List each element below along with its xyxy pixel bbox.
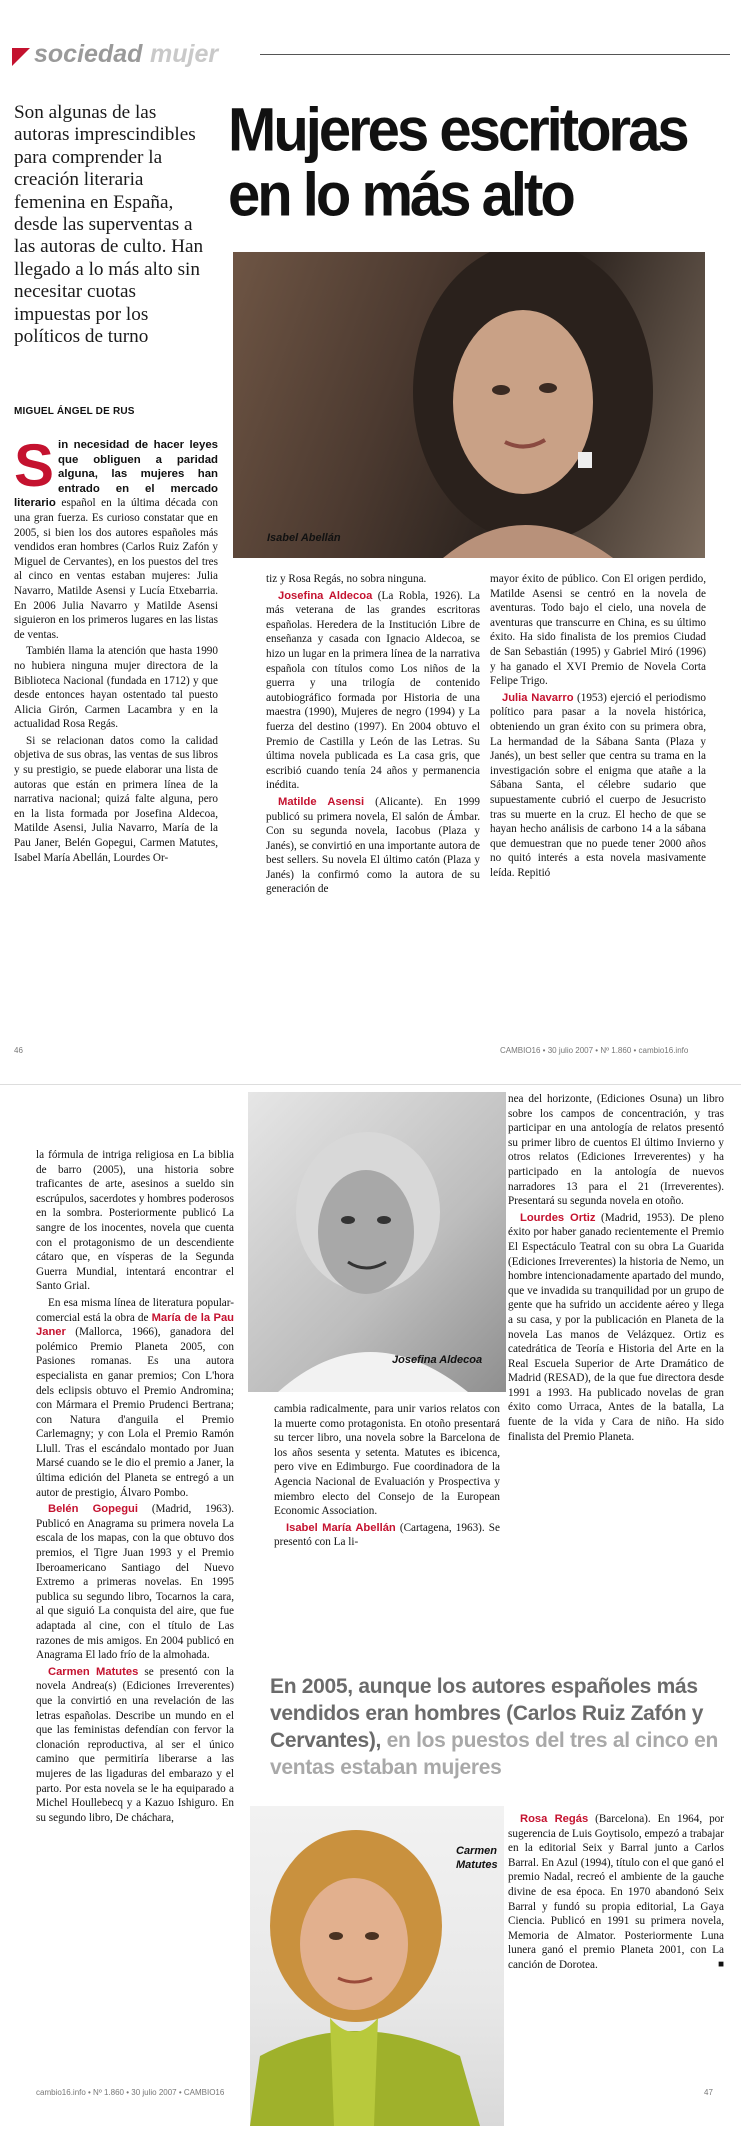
name-asensi: Matilde Asensi [278, 795, 365, 808]
name-ortiz: Lourdes Ortiz [520, 1211, 596, 1224]
paragraph-janer [36, 1296, 234, 1500]
section-marker-icon [12, 48, 30, 66]
portrait-illustration [233, 252, 705, 558]
pull-quote-part-2: en los puestos del tres al cinco en ventas estaban mujeres [270, 1729, 719, 1779]
paragraph-c2-top: tiz y Rosa Regás, no sobra ninguna. [266, 573, 427, 585]
paragraph-ortiz [508, 1211, 724, 1445]
paragraph-navarro [490, 691, 706, 881]
section-label: sociedad [34, 40, 143, 68]
text-asensi: (Alicante). En 1999 publicó su primera novela, El salón de Ámbar. Con su segunda novela, Iacobus (Plaza y Janés), se convirtió en una importante autora de best sellers. Su novela El último catón (Plaza y Janés) la confirmó como la autora de su generación de [266, 795, 480, 896]
photo-josefina-aldecoa [248, 1092, 506, 1392]
pull-quote [270, 1673, 724, 1781]
text-navarro: (1953) ejerció el periodismo político para pasar a la novela histórica, obteniendo un gran éxito con su primera obra, La hermandad de la Sábana Santa (Plaza y Janés), un best seller que centra su trama en la investigación sobre el enigma que atañe a la Sábana Santa, el célebre sudario que supuestamente cubrió el cuerpo de Jesucristo tras su muerte en la cruz. El hecho de que se hayan hecho análisis de carbono 14 a la sábana que demuestran que no puede tener 2000 años no quitó interés a esta novela masivamente leída. Repitió [490, 691, 707, 879]
article-title [228, 95, 728, 230]
text-matutes: se presentó con la novela Andrea(s) (Ediciones Irreverentes) que la convirtió en una revelación de las letras españolas. Describe un mundo en el que las feministas defendían con fervor la clonación reproductiva, al ser el único camino que permitiría liberarse a las mujeres de las ligaduras del embarazo y el parto. Por esta novela se le ha equiparado a Michel Houllebecq y a Kazuo Ishiguro. En su segundo libro, De cháchara, [36, 1665, 234, 1824]
lead-rest: español en la última década con una gran fuerza. Es curioso constatar que en 2005, si bien los dos autores españoles más vendidos eran hombres (Carlos Ruiz Zafón y Miguel de Cervantes), en los puestos del tres al cinco en ventas estaban mujeres: Julia Navarro, Matilde Asensi y Lucía Etxebarria. En 2006 Julia Navarro y Matilde Asensi siguieron en los primeros lugares en las listas de ventas. [14, 497, 218, 641]
paragraph-p2-c1-top: la fórmula de intriga religiosa en La biblia de barro (2005), una historia sobre traficantes de arte, asesinos a sueldo sin escrúpulos, sacerdotes y hombres poderosos en la sombra. Posteriormente publicó La sangre de los inocentes, novela que cuenta con el protagonismo de un descendiente cátaro que, en vísperas de la Segunda Guerra Mundial, intentará encontrar el Santo Grial. [36, 1149, 234, 1293]
article-column-2 [266, 572, 480, 899]
page-46-number: 46 [14, 1046, 23, 1055]
subsection-label: mujer [150, 40, 219, 68]
article-column-7 [508, 1812, 724, 1975]
text-ortiz: (Madrid, 1953). De pleno éxito por haber ganado recientemente el Premio El Espectáculo Teatral con su obra La Guarida (Ediciones Irreverentes) la historia de Nemo, un hombre intencionadamente apartado del mundo, que ve invadida su tranquilidad por un grupo de gente que ha sufrido un accidente aéreo y llega a su casa, y por la publicación en Planeta de la novela Las manos de Velázquez. Ortiz es catedrática de Teoría e Historia del Arte en la Real Escuela Superior de Arte Dramático de Madrid (RESAD), de la que fue directora desde 1991 a 1993. Ha publicado novelas de gran éxito como Urraca, Antes de la batalla, La fuente de la vida y Cara de niño. Ha sido finalista del Premio Planeta. [508, 1211, 724, 1443]
end-mark: ■ [717, 1958, 724, 1970]
title-line-2: en lo más alto [228, 161, 573, 230]
dropcap: S [14, 432, 55, 499]
title-line-1: Mujeres escritoras [228, 95, 687, 165]
photo-carmen-matutes [250, 1806, 504, 2126]
text-gopegui: (Madrid, 1963). Publicó en Anagrama su primera novela La escala de los mapas, con la que obtuvo dos premios, el Tigre Juan 1993 y el Premio Iberoamericano Santiago del Nuevo Extremo a primeras novelas. En 1995 publica su segundo libro, Tocarnos la cara, al que siguió La conquista del aire, que fue adaptada al cine, con el título de Las razones de mis amigos. En 2004 publicó en Anagrama El lado frío de la almohada. [36, 1503, 234, 1662]
page-divider [0, 1084, 741, 1085]
caption-isabel-abellan: Isabel Abellán [267, 532, 341, 544]
paragraph-2: También llama la atención que hasta 1990 no hubiera ninguna mujer directora de la Biblioteca Nacional (fundada en 1712) y que desde entonces hayan ostentado tal puesto Alicia Girón, Carmen Lacambra y en la actualidad Rosa Regás. [14, 645, 218, 731]
portrait-illustration [248, 1092, 506, 1392]
article-column-3 [490, 572, 706, 882]
name-abellan: Isabel María Abellán [286, 1521, 396, 1534]
paragraph-p2-c3-top: nea del horizonte, (Ediciones Osuna) un libro sobre los campos de concentración, y tras participar en una antología de relatos presentó su primer libro de cuentos El último Invierno y otros relatos (Ediciones Irreverentes) y ha participado en la antología de nuevos narradores 13 para el 21 (Irreverentes). Presentará su segunda novela en otoño. [508, 1093, 724, 1208]
text-regas: (Barcelona). En 1964, por sugerencia de Luis Goytisolo, empezó a trabajar en la editorial Seix y Barral junto a Carlos Barral. En Azul (1994), título con el que ganó el premio Nadal, recreó el ambiente de la gauche divine de esa época. En 1970 abandonó Seix Barral y fundó su propia editorial, La Gaya Ciencia. Publicó en 1991 su primera novela, Memoria de Almator. Posteriormente Luna lunera ganó el premio Planeta 2001, con La canción de Dorotea. [508, 1813, 725, 1971]
page-47-info: cambio16.info • Nº 1.860 • 30 julio 2007 • CAMBIO16 [36, 2088, 225, 2097]
article-column-1 [14, 432, 218, 867]
caption-matutes-line-1: Carmen [456, 1845, 497, 1857]
caption-carmen-matutes [456, 1844, 498, 1872]
lead-bold: in necesidad de hacer leyes que obliguen a paridad alguna, las mujeres han entrado en el mercado literario [14, 439, 218, 510]
section-header [12, 40, 732, 72]
paragraph-c3-top: mayor éxito de público. Con El origen perdido, Matilde Asensi se centró en la novela de aventuras. Todo bajo el cielo, una novela de aventuras que transcurre en China, es su último éxito. Ha sido finalista de los premios Ciudad de San Sebastián (1995) y Gabriel Miró (1996) y ha ganado el XVI Premio de Novela Corta Felipe Trigo. [490, 573, 706, 688]
paragraph-abellan [274, 1521, 500, 1550]
header-rule [260, 54, 730, 55]
text-janer: (Mallorca, 1966), ganadora del polémico Premio Planeta 2005, con Pasiones romanas. Es una autora especialista en ganar premios; Con L'hora dels eclipsis obtuvo el Premio Andromina; con Mármara el Premio Prudenci Bertrana; con Natura d'anguila el Premio Carlemagny; y con Lola el Premio Ramón Llull. Tras el escándalo montado por Juan Marsé cuando se le dio el premio a Janer, la última edición del Planeta se entregó a un autor de prestigio, Álvaro Pombo. [36, 1326, 234, 1499]
paragraph-asensi [266, 795, 480, 897]
article-column-5 [274, 1402, 500, 1552]
article-column-6 [508, 1092, 724, 1446]
text-janer-intro: En esa misma línea de literatura popular-comercial está la obra de [36, 1296, 234, 1324]
paragraph-matutes [36, 1665, 234, 1826]
name-matutes: Carmen Matutes [48, 1665, 139, 1678]
article-column-4 [36, 1148, 234, 1827]
name-regas: Rosa Regás [520, 1813, 589, 1825]
caption-matutes-line-2: Matutes [456, 1859, 498, 1871]
paragraph-p2-c2-mid: cambia radicalmente, para unir varios relatos con la muerte como protagonista. En otoño presentará su tercer libro, una novela sobre la Barcelona de los años sesenta y setenta. Matutes es ibicenca, pero vive en Edimburgo. Fue coordinadora de la Agencia Nacional de Evaluación y Prospectiva y miembro electo del Consejo de la European Economic Association. [274, 1403, 500, 1518]
name-aldecoa: Josefina Aldecoa [278, 589, 373, 602]
paragraph-regas [508, 1812, 724, 1973]
text-aldecoa: (La Robla, 1926). La más veterana de las grandes escritoras españolas. Heredera de la Institución Libre de enseñanza y casada con Ignacio Aldecoa, se hizo un lugar en la primera línea de la narrativa española con títulos como Los niños de la guerra y una trilogía de contenido autobiográfico formada por Historia de una maestra (1990), Mujeres de negro (1994) y La fuerza del destino (1997). En 2004 obtuvo el Premio de Castilla y León de las Letras. Su última novela publicada es La casa gris, que escribió cuando tenía 24 años y permanencia inédita. [266, 589, 480, 792]
name-janer: María de la Pau Janer [36, 1311, 234, 1339]
lead-paragraph [14, 432, 218, 642]
page-46-info: CAMBIO16 • 30 julio 2007 • Nº 1.860 • cambio16.info [500, 1046, 689, 1055]
paragraph-3: Si se relacionan datos como la calidad objetiva de sus obras, las ventas de sus libros y su prestigio, se puede elaborar una lista de autoras que están en primera línea de la narrativa nacional; quizá falte alguna, pero en la lista formada por Josefina Aldecoa, Matilde Asensi, Julia Navarro, María de la Pau Janer, Belén Gopegui, Carmen Matutes, Isabel María Abellán, Lourdes Or- [14, 734, 218, 864]
paragraph-aldecoa [266, 589, 480, 793]
photo-isabel-abellan [233, 252, 705, 558]
name-gopegui: Belén Gopegui [48, 1503, 138, 1516]
byline: MIGUEL ÁNGEL DE RUS [14, 406, 135, 417]
page-47-number: 47 [704, 2088, 713, 2097]
text-abellan: (Cartagena, 1963). Se presentó con La li- [274, 1521, 500, 1549]
paragraph-gopegui [36, 1502, 234, 1663]
pull-quote-part-1: En 2005, aunque los autores españoles más vendidos eran hombres (Carlos Ruiz Zafón y Cervantes), [270, 1675, 704, 1752]
name-navarro: Julia Navarro [502, 691, 574, 704]
article-deck: Son algunas de las autoras imprescindibles para comprender la creación literaria femenina en España, desde las superventas a las autoras de culto. Han llegado a lo más alto sin necesitar cuotas impuestas por los políticos de turno [14, 102, 204, 348]
caption-josefina-aldecoa: Josefina Aldecoa [392, 1354, 483, 1366]
